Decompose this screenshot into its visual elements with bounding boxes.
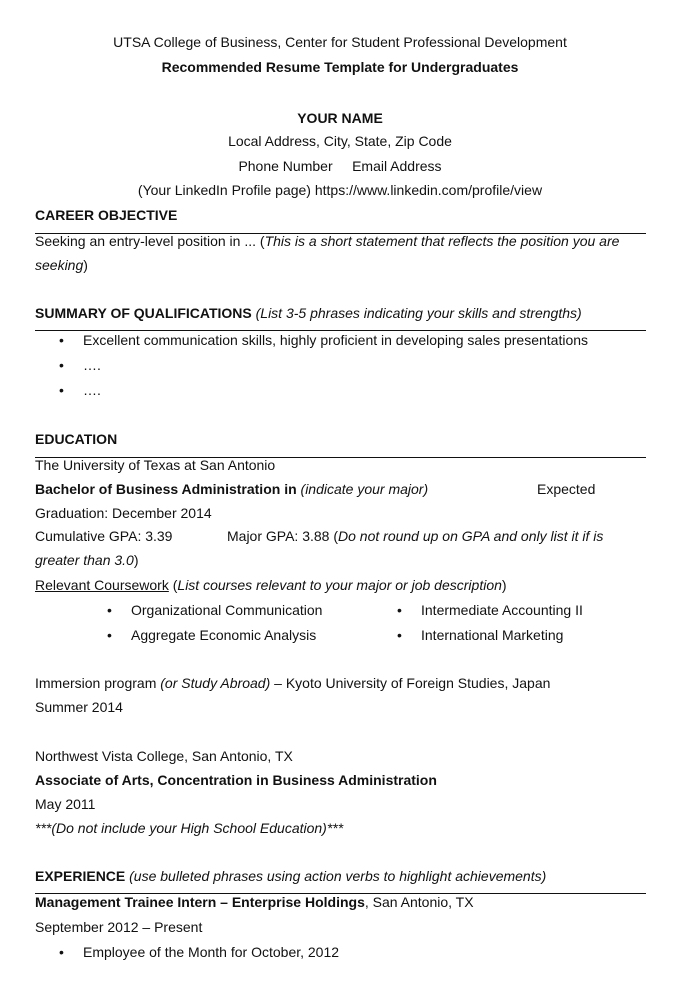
- gpa-note-cont: greater than 3.0: [35, 552, 134, 568]
- course-text: International Marketing: [421, 627, 564, 643]
- school1: The University of Texas at San Antonio: [35, 457, 276, 473]
- job-line: [35, 893, 474, 911]
- objective-close: ): [83, 257, 88, 273]
- immersion-date: Summer 2014: [35, 699, 123, 715]
- gpa-note-line2: [35, 551, 139, 569]
- course-text: Organizational Communication: [131, 602, 323, 618]
- phone: Phone Number: [238, 158, 333, 174]
- degree1: Bachelor of Business Administration in: [35, 481, 297, 497]
- degree2: Associate of Arts, Concentration in Business Administration: [35, 772, 437, 788]
- job-location: , San Antonio, TX: [364, 894, 474, 910]
- template-title: Recommended Resume Template for Undergraduates: [161, 59, 519, 75]
- experience-item: • Employee of the Month for October, 2012: [59, 944, 340, 960]
- objective-text: Seeking an entry-level position in ... (: [35, 233, 265, 249]
- gpa-close: ): [133, 552, 139, 568]
- course-text: Intermediate Accounting II: [421, 602, 583, 618]
- qualification-item: • ….: [59, 382, 101, 398]
- immersion-label: Immersion program: [35, 675, 161, 691]
- qualifications-note: (List 3-5 phrases indicating your skills and strengths): [255, 305, 582, 321]
- coursework-note: List courses relevant to your major or job description: [177, 577, 502, 593]
- experience-heading: EXPERIENCE: [35, 868, 126, 884]
- high-school-note: ***(Do not include your High School Education)***: [35, 820, 344, 836]
- major-gpa: Major GPA: 3.88 (: [227, 528, 339, 544]
- address-line: Local Address, City, State, Zip Code: [228, 133, 452, 149]
- institution-line: UTSA College of Business, Center for Student Professional Development: [113, 34, 567, 50]
- coursework-open: (: [168, 577, 178, 593]
- degree1-note: (indicate your major): [300, 481, 429, 497]
- career-objective-heading: CAREER OBJECTIVE: [35, 207, 178, 223]
- job-dates: September 2012 – Present: [35, 919, 203, 935]
- qualifications-heading-line: [35, 304, 582, 322]
- qualifications-heading: SUMMARY OF QUALIFICATIONS: [35, 305, 252, 321]
- course-item: • Organizational Communication: [107, 602, 323, 618]
- course-item: • Aggregate Economic Analysis: [107, 627, 317, 643]
- course-item: • International Marketing: [397, 627, 564, 643]
- graduation-date: Graduation: December 2014: [35, 505, 212, 521]
- objective-text-line2: [35, 256, 88, 274]
- qualification-item: • Excellent communication skills, highly proficient in developing sales presentations: [59, 332, 589, 348]
- major-gpa-line: [227, 527, 603, 545]
- qualification-text: ….: [83, 382, 101, 398]
- linkedin-line: (Your LinkedIn Profile page) https://www.linkedin.com/profile/view: [137, 182, 543, 198]
- gpa-note: Do not round up on GPA and only list it if is: [338, 528, 604, 544]
- experience-heading-line: [35, 867, 546, 885]
- coursework-close: ): [501, 577, 507, 593]
- degree1-line: [35, 480, 428, 498]
- experience-note: (use bulleted phrases using action verbs to highlight achievements): [129, 868, 547, 884]
- school2: Northwest Vista College, San Antonio, TX: [35, 748, 293, 764]
- objective-note-cont: seeking: [35, 257, 84, 273]
- qualification-text: ….: [83, 357, 101, 373]
- contact-line: [0, 157, 680, 175]
- objective-note: This is a short statement that reflects the position you are: [264, 233, 620, 249]
- course-item: • Intermediate Accounting II: [397, 602, 583, 618]
- job-title: Management Trainee Intern – Enterprise Holdings: [35, 894, 365, 910]
- coursework-label: Relevant Coursework: [35, 577, 169, 593]
- immersion-line: [35, 674, 550, 692]
- immersion-school: – Kyoto University of Foreign Studies, Japan: [270, 675, 551, 691]
- qualification-text: Excellent communication skills, highly proficient in developing sales presentations: [83, 332, 589, 348]
- education-heading: EDUCATION: [35, 431, 118, 447]
- email: Email Address: [352, 158, 442, 174]
- degree2-date: May 2011: [35, 796, 96, 812]
- expected-label: Expected: [537, 481, 596, 497]
- coursework-line: [35, 576, 507, 594]
- objective-text-line1: [35, 232, 619, 250]
- qualification-item: • ….: [59, 357, 101, 373]
- immersion-note: (or Study Abroad): [160, 675, 271, 691]
- course-text: Aggregate Economic Analysis: [131, 627, 317, 643]
- your-name: YOUR NAME: [297, 110, 383, 126]
- cumulative-gpa: Cumulative GPA: 3.39: [35, 528, 173, 544]
- experience-text: Employee of the Month for October, 2012: [83, 944, 340, 960]
